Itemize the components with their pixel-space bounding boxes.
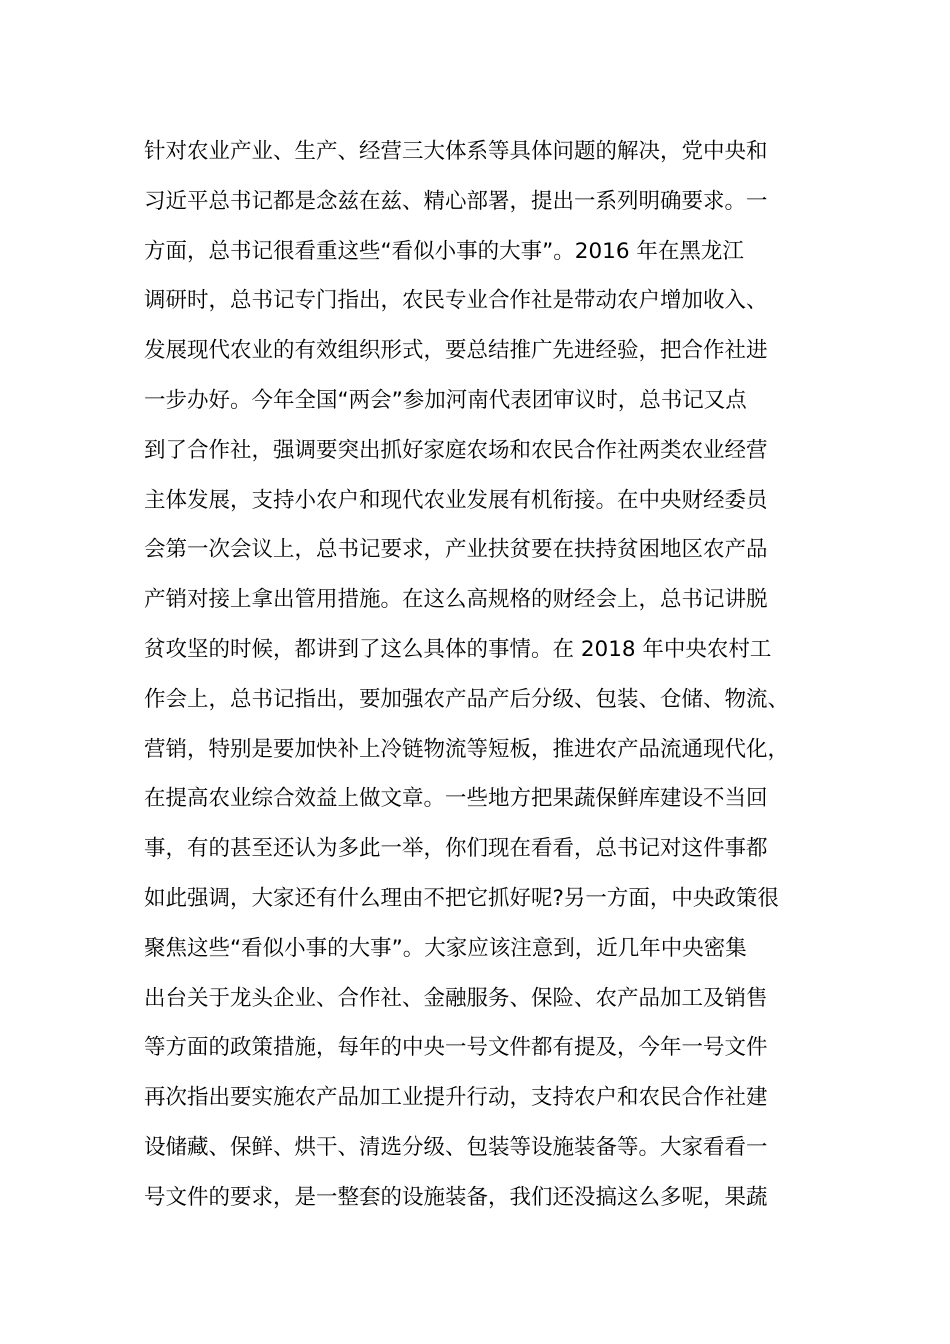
text-line: 主体发展，支持小农户和现代农业发展有机衔接。在中央财经委员 bbox=[144, 487, 768, 513]
text-line: 产销对接上拿出管用措施。在这么高规格的财经会上，总书记讲脱 bbox=[144, 587, 768, 613]
text-line: 调研时，总书记专门指出，农民专业合作社是带动农户增加收入、 bbox=[144, 288, 768, 314]
text-line: 方面，总书记很看重这些“看似小事的大事”。2016 年在黑龙江 bbox=[144, 238, 744, 264]
text-line: 如此强调，大家还有什么理由不把它抓好呢?另一方面，中央政策很 bbox=[144, 885, 779, 911]
text-line: 会第一次会议上，总书记要求，产业扶贫要在扶持贫困地区农产品 bbox=[144, 537, 768, 563]
text-line: 发展现代农业的有效组织形式，要总结推广先进经验，把合作社进 bbox=[144, 338, 768, 364]
text-line: 营销，特别是要加快补上冷链物流等短板，推进农产品流通现代化， bbox=[144, 736, 790, 762]
text-line: 事，有的甚至还认为多此一举，你们现在看看，总书记对这件事都 bbox=[144, 836, 768, 862]
text-line: 号文件的要求，是一整套的设施装备，我们还没搞这么多呢，果蔬 bbox=[144, 1184, 768, 1210]
text-line: 针对农业产业、生产、经营三大体系等具体问题的解决，党中央和 bbox=[144, 139, 768, 164]
body-paragraph bbox=[144, 127, 844, 1223]
text-line: 作会上，总书记指出，要加强农产品产后分级、包装、仓储、物流、 bbox=[144, 686, 790, 712]
text-line: 设储藏、保鲜、烘干、清选分级、包装等设施装备等。大家看看一 bbox=[144, 1134, 768, 1160]
text-line: 习近平总书记都是念兹在兹、精心部署，提出一系列明确要求。一 bbox=[144, 188, 768, 214]
text-line: 在提高农业综合效益上做文章。一些地方把果蔬保鲜库建设不当回 bbox=[144, 786, 768, 812]
text-line: 等方面的政策措施，每年的中央一号文件都有提及，今年一号文件 bbox=[144, 1035, 768, 1061]
text-line: 到了合作社，强调要突出抓好家庭农场和农民合作社两类农业经营 bbox=[144, 437, 768, 463]
text-line: 再次指出要实施农产品加工业提升行动，支持农户和农民合作社建 bbox=[144, 1085, 768, 1111]
text-line: 一步办好。今年全国“两会”参加河南代表团审议时，总书记又点 bbox=[144, 387, 747, 413]
text-line: 贫攻坚的时候，都讲到了这么具体的事情。在 2018 年中央农村工 bbox=[144, 636, 772, 662]
text-line: 聚焦这些“看似小事的大事”。大家应该注意到，近几年中央密集 bbox=[144, 935, 747, 961]
text-line: 出台关于龙头企业、合作社、金融服务、保险、农产品加工及销售 bbox=[144, 985, 768, 1011]
